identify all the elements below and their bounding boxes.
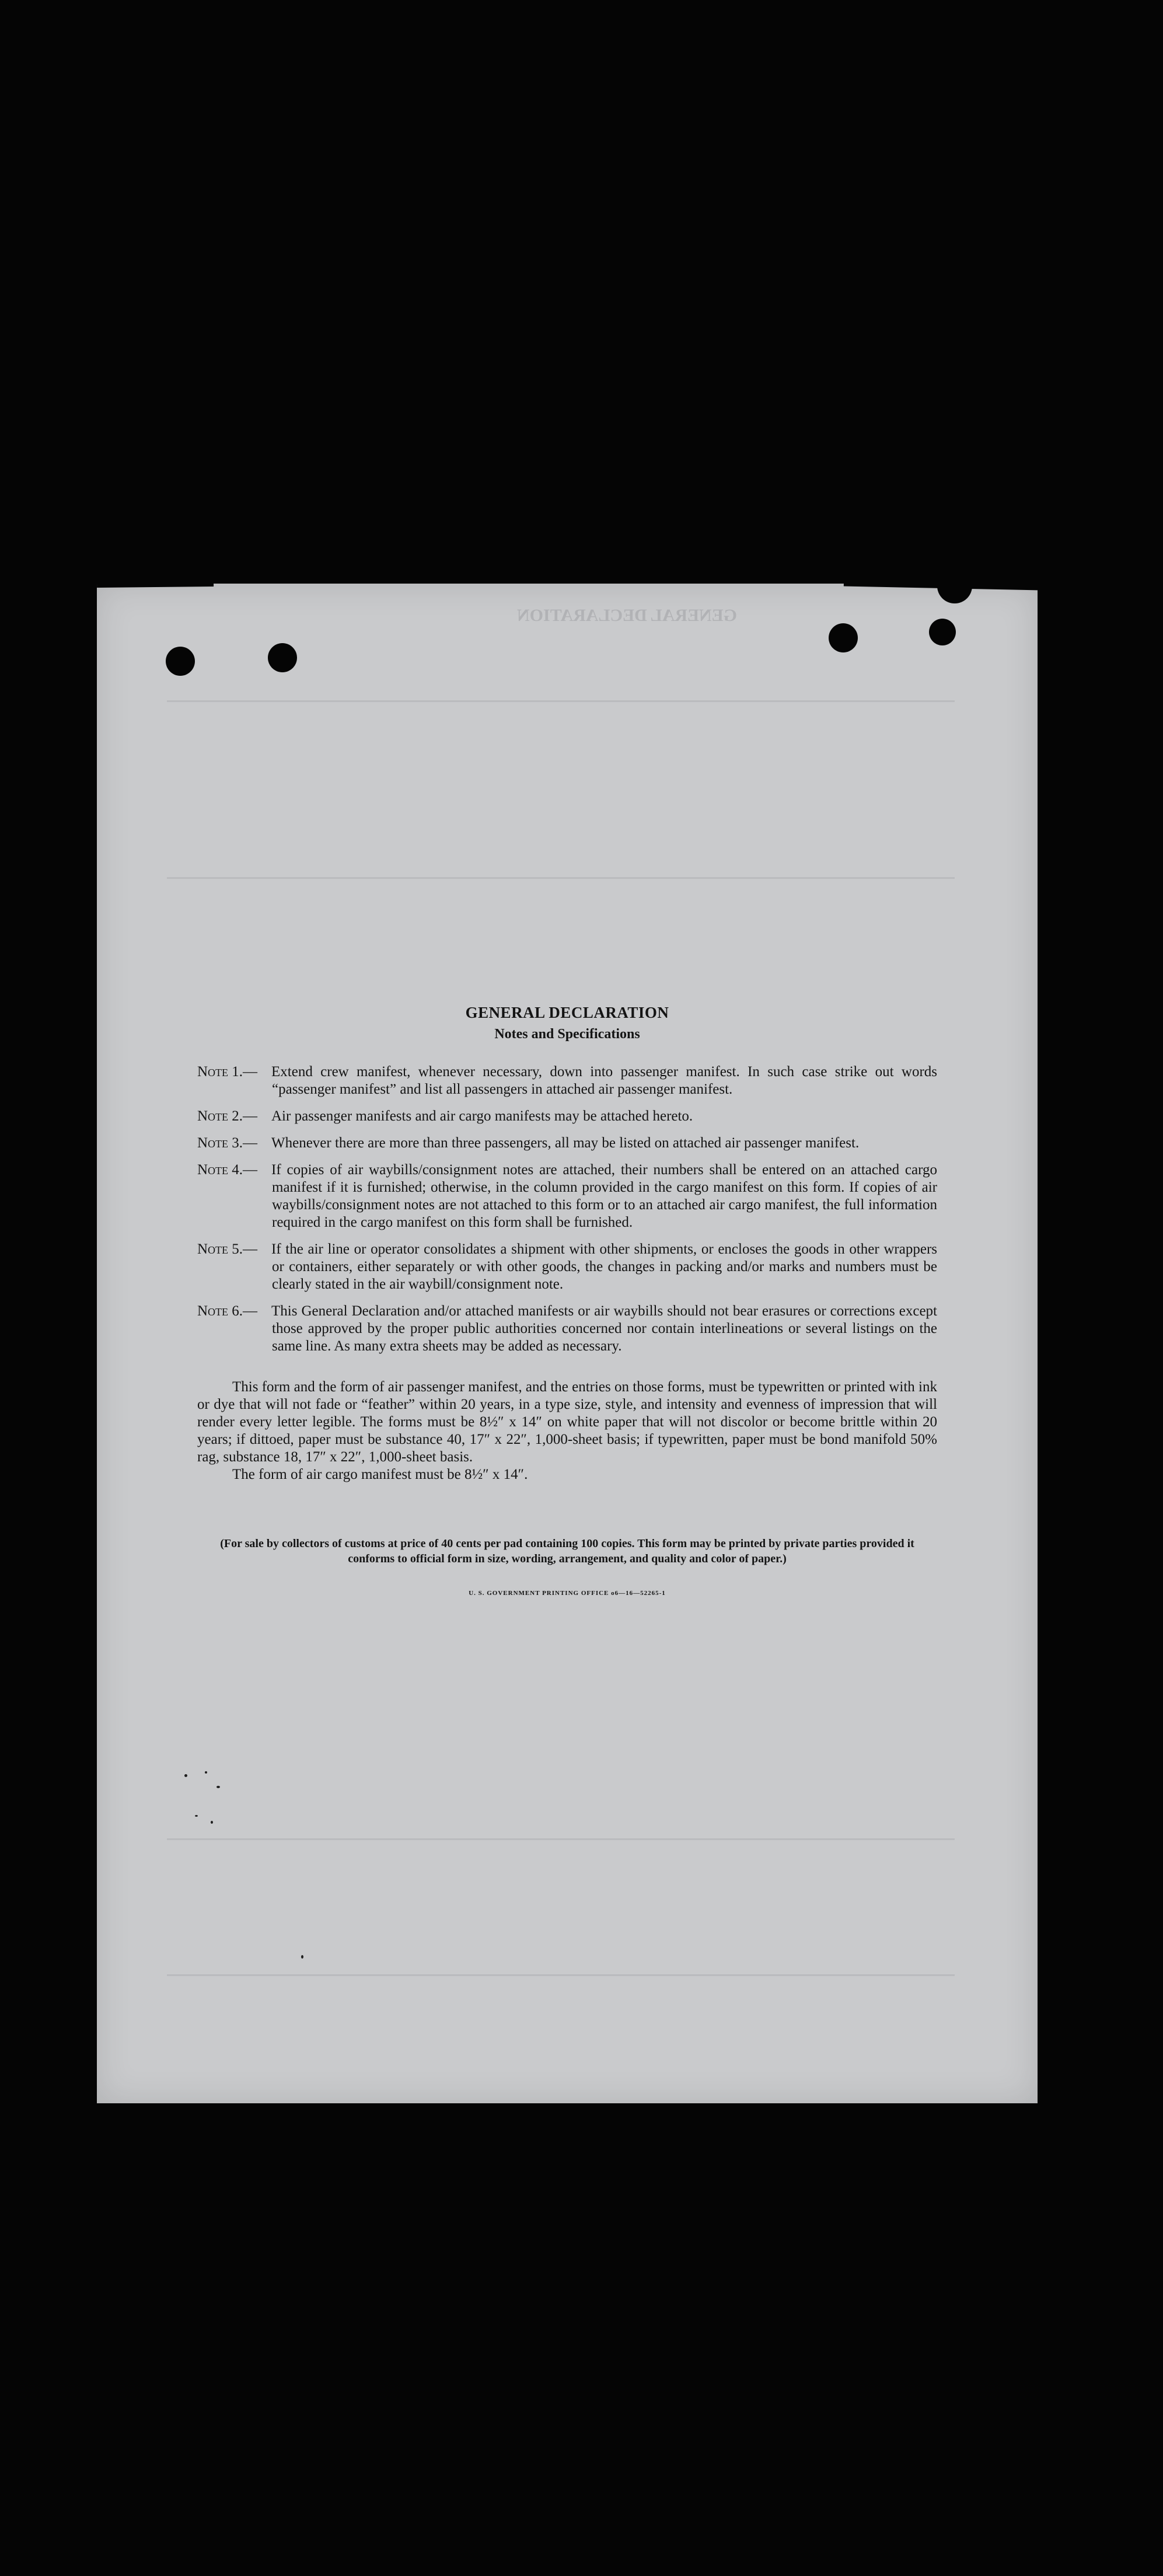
declaration-notes	[197, 1004, 937, 1597]
note-1	[197, 1063, 937, 1098]
punch-hole-3	[829, 623, 858, 652]
punch-hole-1	[166, 647, 195, 676]
note-text: Extend crew manifest, whenever necessary, down into passenger manifest. In such case strike out words “passenger manifest” and list all passengers in attached air passenger manifest.	[271, 1064, 937, 1097]
page-title: GENERAL DECLARATION	[465, 1004, 669, 1021]
bleedthrough-lines-lower	[167, 1838, 955, 1976]
note-6	[197, 1303, 937, 1355]
note-text: If copies of air waybills/consignment notes are attached, their numbers shall be entered on an attached cargo manifest if it is furnished; otherwise, in the column provided in the cargo manifest on this form. If copies of air waybills/consignment notes are not attached to this form or to an attached air cargo manifest, the full information required in the cargo manifest on this form shall be furnished.	[271, 1162, 937, 1230]
printing-office-imprint: U. S. GOVERNMENT PRINTING OFFICE o6—16—52265-1	[469, 1590, 666, 1597]
ink-speck	[216, 1786, 220, 1788]
note-label: Note 3.—	[197, 1135, 258, 1151]
sale-notice: (For sale by collectors of customs at price of 40 cents per pad containing 100 copies. This form may be printed by private parties provided it conforms to official form in size, wording, arrangement, and quality and color of paper.)	[220, 1537, 914, 1565]
page-subtitle: Notes and Specifications	[494, 1027, 640, 1042]
note-5	[197, 1241, 937, 1293]
note-label: Note 6.—	[197, 1303, 258, 1319]
torn-notch	[937, 584, 972, 603]
cargo-manifest-size: The form of air cargo manifest must be 8½″ x 14″.	[232, 1467, 528, 1482]
bleedthrough-title: GENERAL DECLARATION	[517, 606, 738, 625]
note-text: Whenever there are more than three passengers, all may be listed on attached air passenger manifest.	[271, 1135, 860, 1151]
ink-speck	[301, 1955, 303, 1959]
note-text: This General Declaration and/or attached manifests or air waybills should not bear erasures or corrections except those approved by the proper public authorities concerned nor contain interlineations or several listings on the same line. As many extra sheets may be added as necessary.	[271, 1303, 937, 1354]
note-2	[197, 1108, 937, 1125]
note-text: Air passenger manifests and air cargo manifests may be attached hereto.	[271, 1108, 693, 1124]
document-page	[97, 584, 1038, 2103]
note-label: Note 5.—	[197, 1241, 258, 1257]
ink-speck	[184, 1774, 187, 1777]
note-label: Note 4.—	[197, 1162, 258, 1178]
ink-speck	[211, 1821, 213, 1824]
note-4	[197, 1161, 937, 1231]
bleedthrough-lines	[167, 700, 955, 879]
note-3	[197, 1135, 937, 1152]
ink-speck	[195, 1815, 198, 1817]
format-requirements-paragraph: This form and the form of air passenger manifest, and the entries on those forms, must be typewritten or printed with ink or dye that will not fade or “feather” within 20 years, in a type size, style, and intensity and evenness of impression that will render every letter legible. The forms must be 8½″ x 14″ on white paper that will not discolor or become brittle within 20 years; if dittoed, paper must be substance 40, 17″ x 22″, 1,000-sheet basis; if typewritten, paper must be bond manifold 50% rag, substance 18, 17″ x 22″, 1,000-sheet basis.	[197, 1379, 937, 1465]
note-label: Note 1.—	[197, 1064, 258, 1080]
ink-speck	[205, 1771, 207, 1774]
note-label: Note 2.—	[197, 1108, 258, 1124]
punch-hole-4	[929, 619, 956, 645]
torn-edge-left	[97, 584, 214, 588]
note-text: If the air line or operator consolidates a shipment with other shipments, or encloses the goods in other wrappers or containers, either separately or with other goods, the changes in packing and/or marks and numbers must be clearly stated in the air waybill/consignment note.	[271, 1241, 937, 1292]
punch-hole-2	[268, 643, 297, 672]
